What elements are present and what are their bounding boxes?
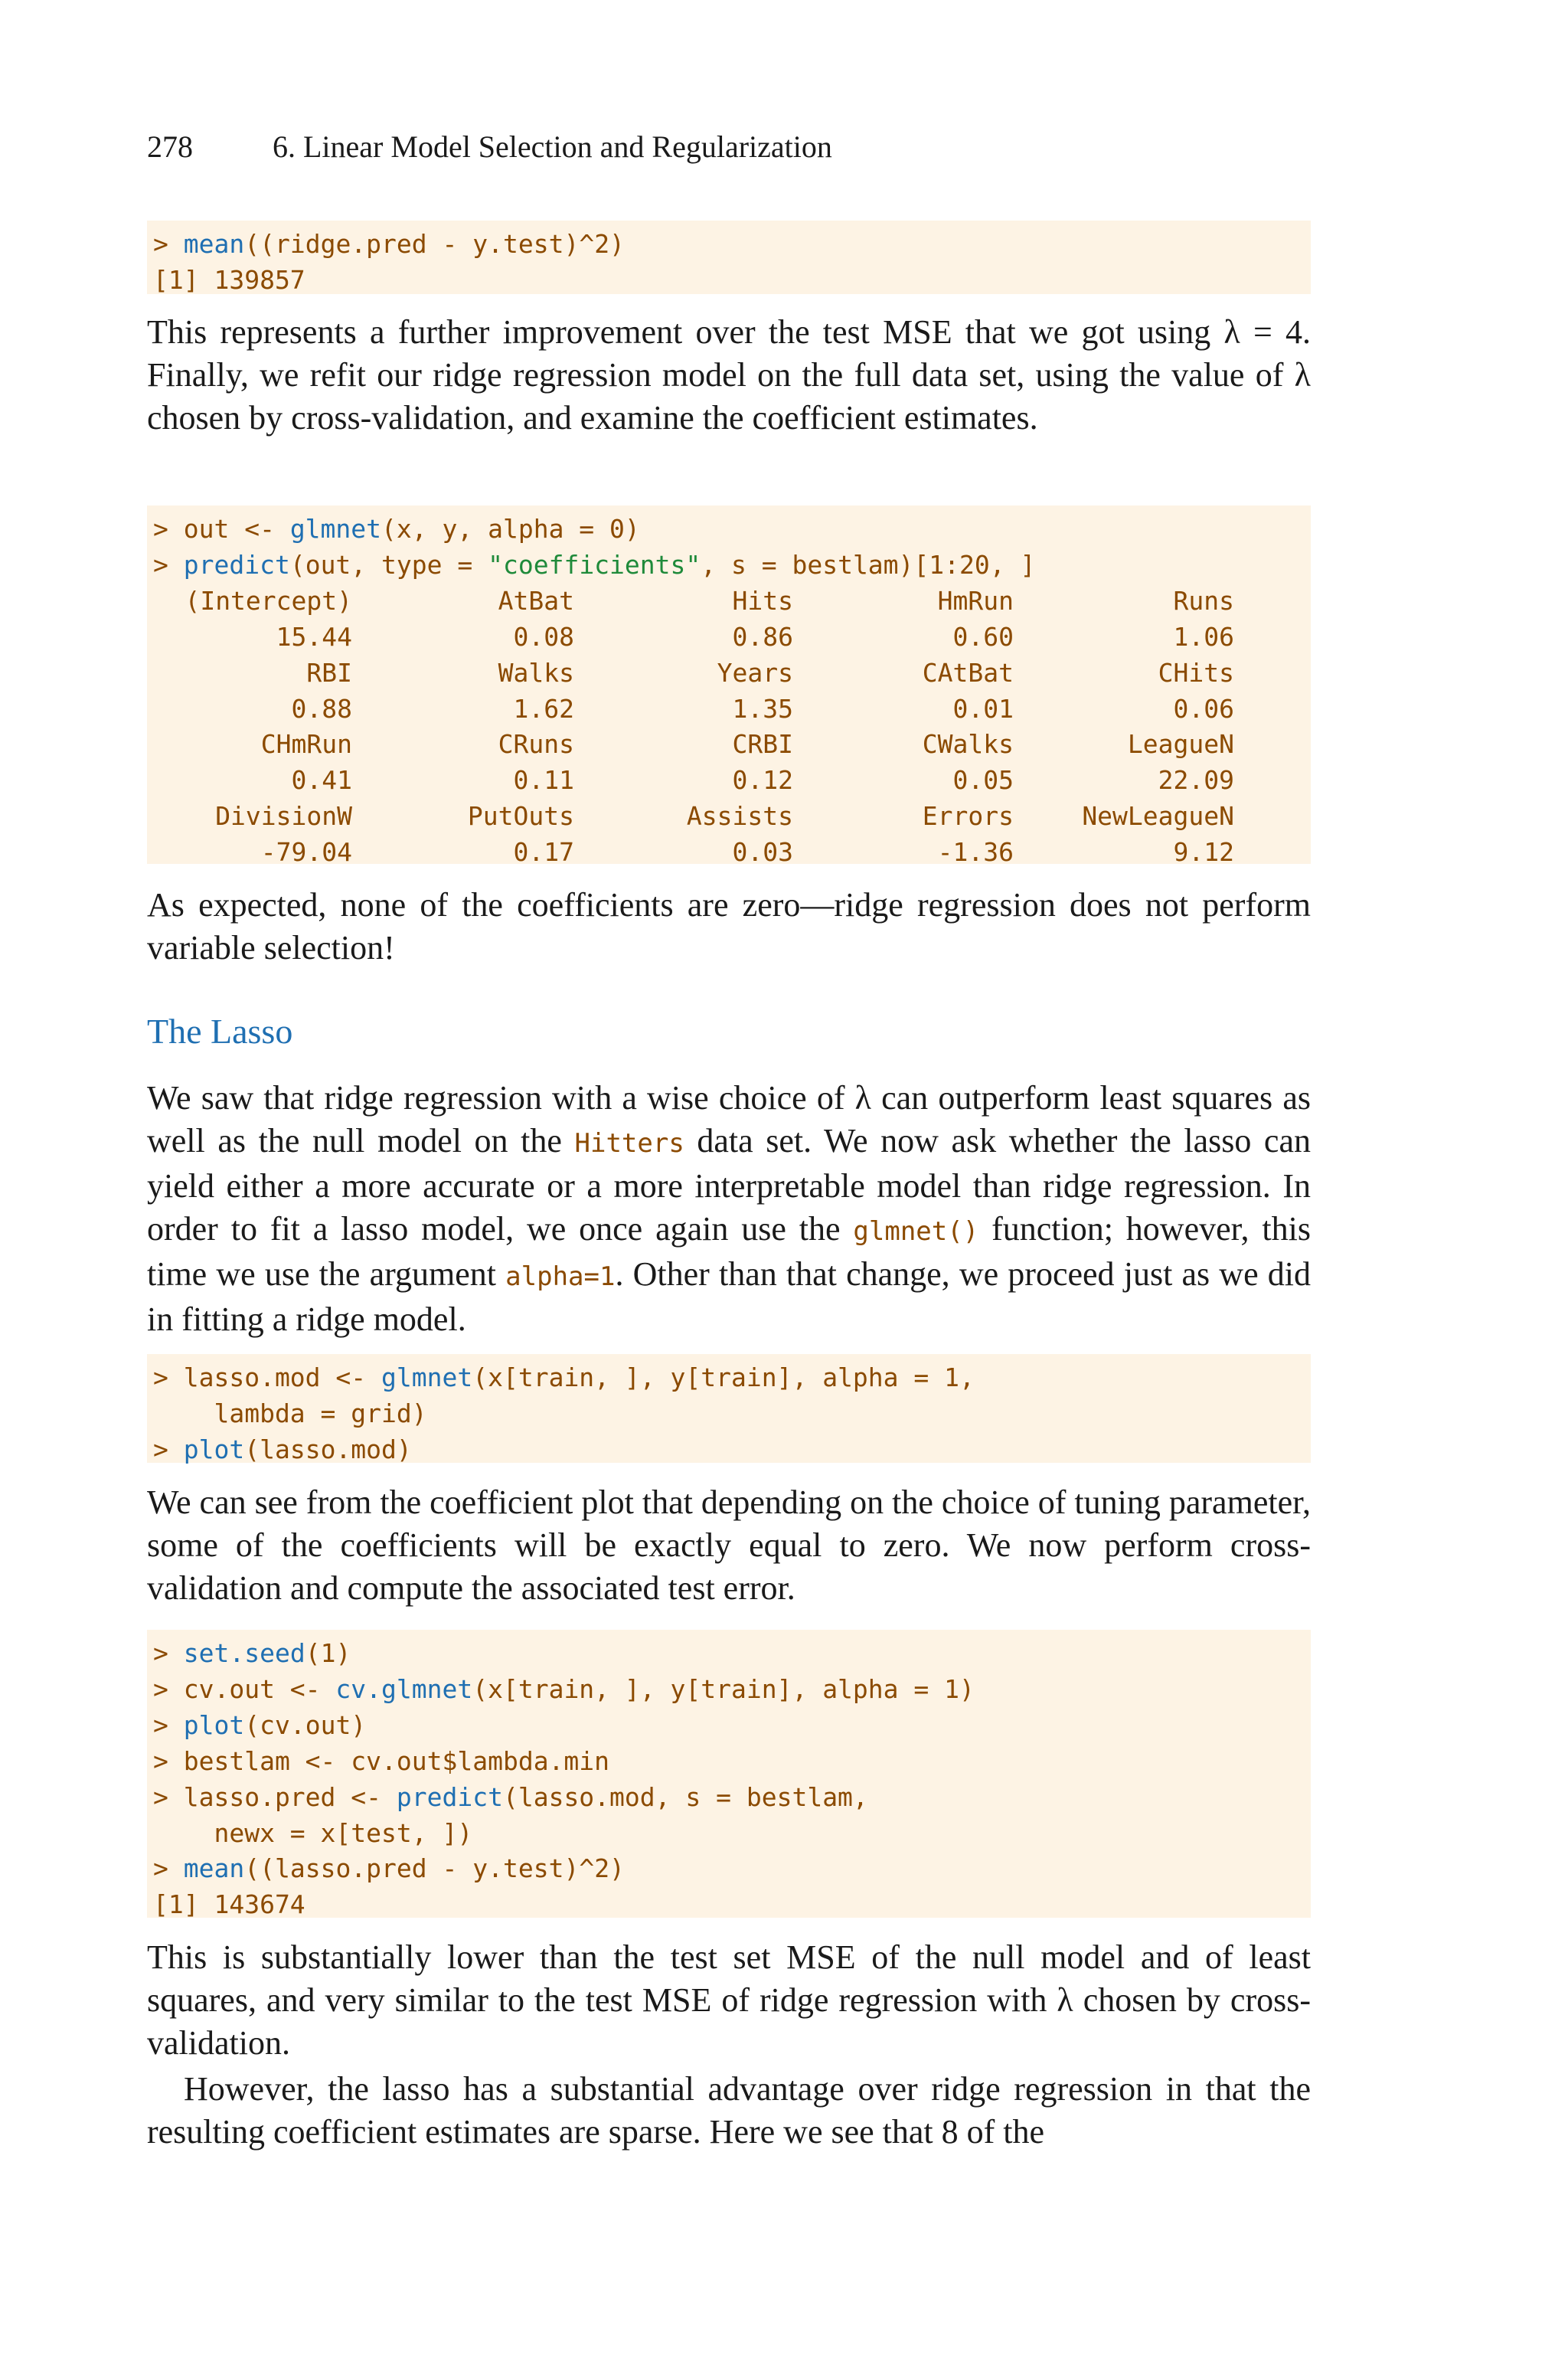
text-span: . Other than that change, we proceed just as we did in fitting a ridge model. (147, 1255, 1311, 1338)
coefficient-name: Years (717, 657, 793, 688)
paragraph-lasso-intro (147, 1077, 1311, 1341)
coefficient-value: 0.60 (952, 621, 1014, 652)
coefficient-name: Runs (1173, 585, 1234, 616)
coefficient-value: 1.62 (513, 693, 574, 724)
code-text: > cv.out <- (153, 1673, 336, 1704)
code-text: , s = bestlam)[1:20, ] (701, 549, 1036, 580)
coefficient-name: CRBI (732, 729, 793, 760)
code-text: (x[train, ], y[train], alpha = 1) (472, 1673, 975, 1704)
code-text: > out <- (153, 514, 290, 544)
coefficient-value: 0.17 (513, 837, 574, 868)
code-text: > (153, 549, 184, 580)
coefficient-row (153, 692, 1305, 728)
text-span: data set. We now ask whether the lasso can yield either a more accurate or a more interpretable model than ridge regression. In order to fit a lasso model, we once again use the (147, 1122, 1311, 1248)
coefficient-value: 0.05 (952, 765, 1014, 796)
code-text: (cv.out) (244, 1709, 367, 1740)
coefficient-value: 9.12 (1173, 837, 1234, 868)
coefficient-name: RBI (306, 657, 352, 688)
coefficient-row (153, 620, 1305, 656)
code-text: (x, y, alpha = 0) (381, 514, 640, 544)
code-function: glmnet (289, 514, 382, 544)
code-block-ridge-mse (147, 221, 1311, 294)
code-function: set.seed (183, 1638, 305, 1668)
code-function: glmnet (381, 1362, 473, 1392)
paragraph-coefficient-plot: We can see from the coefficient plot that depending on the choice of tuning parameter, some of the coefficients will be exactly equal to zero. We now perform cross-validation and compute the associated test error. (147, 1483, 1311, 1607)
paragraph-no-zero-coefficients: As expected, none of the coefficients are zero—ridge regression does not perform variable selection! (147, 886, 1311, 967)
coefficient-value: -1.36 (937, 837, 1014, 868)
coefficient-row (153, 656, 1305, 692)
coefficient-name: CHits (1158, 657, 1234, 688)
running-header (147, 129, 832, 165)
code-text: (out, type = (289, 549, 488, 580)
code-text: > (153, 1853, 184, 1884)
code-function: plot (183, 1709, 245, 1740)
coefficient-name: Assists (686, 801, 793, 832)
code-function: predict (396, 1781, 503, 1812)
coefficient-value: 0.41 (291, 765, 352, 796)
inline-code-hitters: Hitters (574, 1128, 684, 1159)
section-title-lasso: The Lasso (147, 1012, 293, 1051)
coefficient-name: AtBat (498, 585, 574, 616)
code-function: predict (183, 549, 290, 580)
code-text: ((ridge.pred - y.test)^2) (244, 229, 625, 259)
coefficient-name: NewLeagueN (1082, 801, 1234, 832)
paragraph-lasso-sparse: However, the lasso has a substantial advantage over ridge regression in that the resulting coefficient estimates are sparse. Here we see that 8 of the (147, 2070, 1311, 2151)
coefficient-name: Walks (498, 657, 574, 688)
chapter-title: 6. Linear Model Selection and Regularization (273, 129, 832, 164)
code-text: (1) (305, 1638, 351, 1668)
text-span: We saw that ridge regression with a wise choice of λ can outperform least squares as well as the null model on the (147, 1079, 1311, 1160)
coefficient-value: 1.35 (732, 693, 793, 724)
text-span: function; however, this time we use the argument (147, 1210, 1311, 1293)
coefficient-name: CHmRun (260, 729, 352, 760)
code-text: newx = x[test, ]) (153, 1817, 473, 1848)
inline-code-glmnet: glmnet() (853, 1216, 979, 1247)
code-text: lambda = grid) (153, 1398, 427, 1428)
code-text: ((lasso.pred - y.test)^2) (244, 1853, 625, 1884)
code-text: > (153, 1638, 184, 1668)
code-text: > (153, 1709, 184, 1740)
coefficient-name: PutOuts (467, 801, 574, 832)
coefficient-row (153, 799, 1305, 835)
code-function: mean (183, 1853, 245, 1884)
page-number: 278 (147, 129, 193, 164)
code-text: > lasso.pred <- (153, 1781, 397, 1812)
coefficient-value: 0.11 (513, 765, 574, 796)
code-text: > (153, 229, 184, 259)
coefficient-name: LeagueN (1127, 729, 1234, 760)
coefficient-name: HmRun (937, 585, 1014, 616)
coefficient-value: -79.04 (260, 837, 352, 868)
code-text: > bestlam <- cv.out$lambda.min (153, 1745, 610, 1776)
code-block-ridge-coefficients (147, 505, 1311, 868)
code-block-lasso-fit (147, 1354, 1311, 1463)
coefficient-row (153, 763, 1305, 799)
paragraph-ridge-improvement: This represents a further improvement over the test MSE that we got using λ = 4. Finally, we refit our ridge regression model on the full data set, using the value of λ chosen by cross-validation, and examine the coefficient estimates. (147, 313, 1311, 437)
coefficient-value: 0.01 (952, 693, 1014, 724)
code-text: > (153, 1434, 184, 1464)
paragraph-lasso-mse: This is substantially lower than the test set MSE of the null model and of least squares, and very similar to the test MSE of ridge regression with λ chosen by cross-validation. (147, 1938, 1311, 2062)
coefficient-value: 0.12 (732, 765, 793, 796)
code-text: (lasso.mod, s = bestlam, (502, 1781, 868, 1812)
coefficient-row (153, 727, 1305, 763)
code-text: (lasso.mod) (244, 1434, 412, 1464)
coefficient-value: 0.86 (732, 621, 793, 652)
coefficient-value: 0.03 (732, 837, 793, 868)
coefficient-name: CWalks (922, 729, 1014, 760)
code-output: [1] 139857 (153, 264, 305, 295)
inline-code-alpha: alpha=1 (505, 1261, 616, 1292)
coefficient-name: Errors (922, 801, 1014, 832)
coefficient-name: CAtBat (922, 657, 1014, 688)
code-function: cv.glmnet (335, 1673, 473, 1704)
code-function: mean (183, 229, 245, 259)
coefficient-name: CRuns (498, 729, 574, 760)
coefficient-row (153, 835, 1305, 871)
coefficient-value: 0.06 (1173, 693, 1234, 724)
coefficient-row (153, 584, 1305, 620)
coefficient-name: Hits (732, 585, 793, 616)
coefficient-output-table (153, 584, 1305, 871)
coefficient-value: 0.08 (513, 621, 574, 652)
coefficient-value: 22.09 (1158, 765, 1234, 796)
coefficient-value: 0.88 (291, 693, 352, 724)
coefficient-name: (Intercept) (185, 585, 352, 616)
code-string: "coefficients" (488, 549, 701, 580)
code-block-lasso-cv (147, 1630, 1311, 1918)
code-text: (x[train, ], y[train], alpha = 1, (472, 1362, 975, 1392)
coefficient-value: 15.44 (276, 621, 352, 652)
coefficient-value: 1.06 (1173, 621, 1234, 652)
coefficient-name: DivisionW (215, 801, 352, 832)
code-text: > lasso.mod <- (153, 1362, 382, 1392)
code-function: plot (183, 1434, 245, 1464)
code-output: [1] 143674 (153, 1889, 305, 1920)
